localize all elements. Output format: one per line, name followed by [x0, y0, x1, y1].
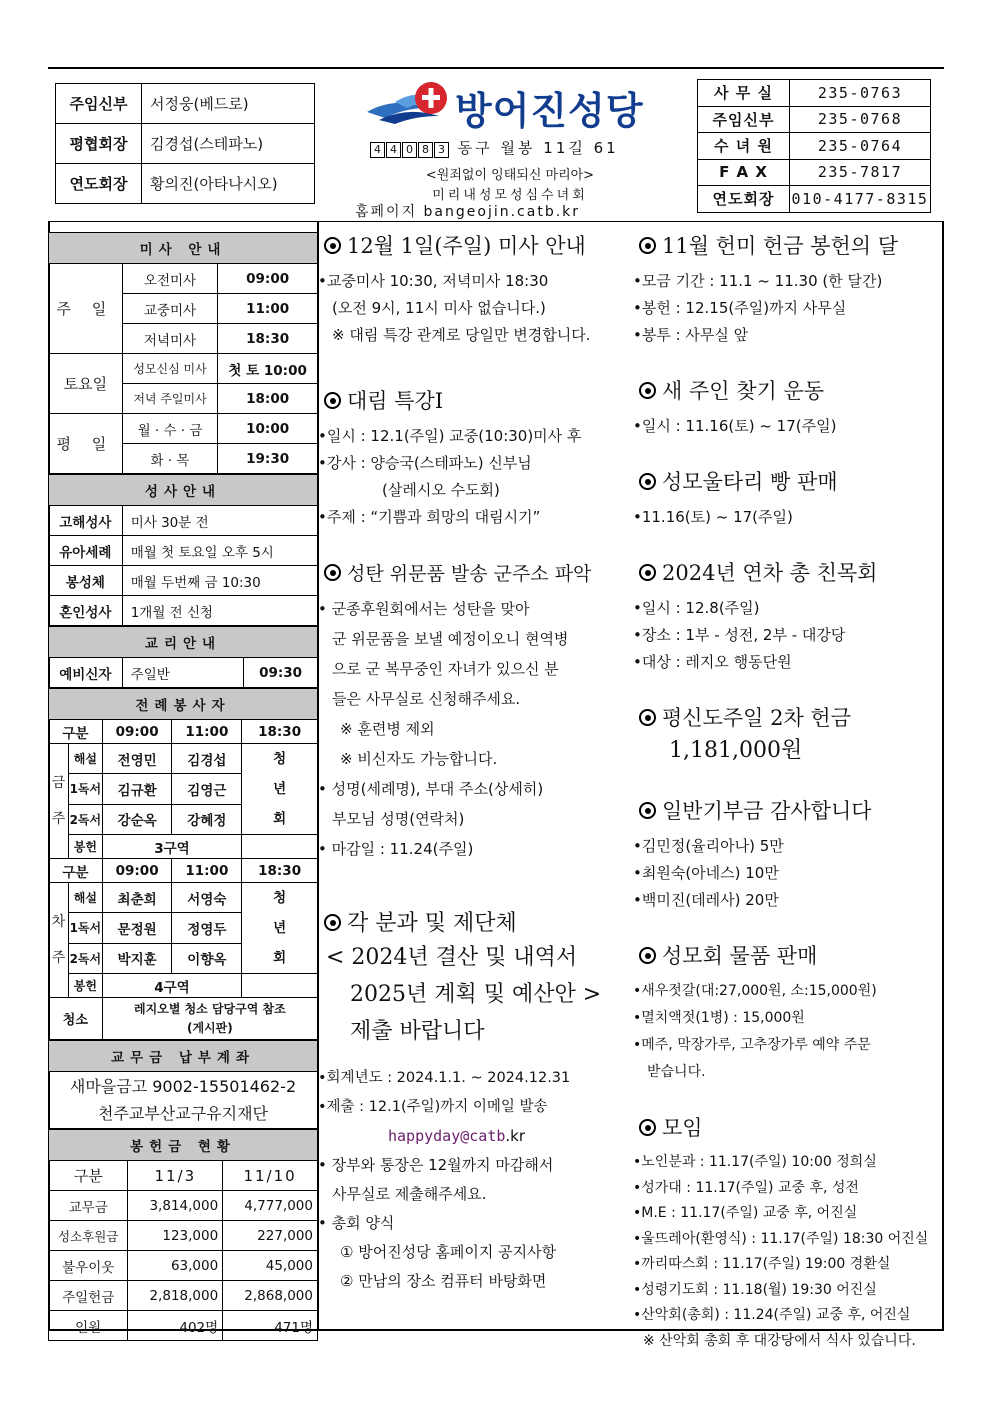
email-tld: .kr — [505, 1127, 526, 1145]
bullet-circle-icon — [639, 947, 656, 964]
heading-text: 평신도주일 2차 헌금 — [662, 706, 851, 730]
youth-group — [242, 744, 318, 835]
notice-line: • 마감일 : 11.24(주일) — [318, 840, 474, 858]
offering-value: 471명 — [223, 1311, 318, 1341]
person: 서영숙 — [172, 883, 242, 913]
heading-text: 성모울타리 빵 판매 — [662, 470, 838, 494]
meeting-line: •M.E : 11.17(주일) 교중 후, 어진실 — [633, 1205, 858, 1221]
contact-label: 수 녀 원 — [698, 133, 790, 160]
offering-value: 2,818,000 — [128, 1281, 223, 1311]
laity-second-collection — [633, 702, 943, 769]
offering-header: 11/3 — [128, 1161, 223, 1191]
liturgy-table — [48, 688, 318, 1040]
offering-title: 봉헌금 현황 — [49, 1130, 318, 1161]
address — [370, 137, 650, 158]
col-header: 09:00 — [102, 859, 172, 883]
heading-text: 새 주인 찾기 운동 — [662, 379, 825, 403]
offering-zone: 4구역 — [102, 974, 242, 998]
notice-line: •김민정(율리아나) 5만 — [633, 837, 784, 855]
saturday-label: 토요일 — [49, 354, 123, 414]
role: 2독서 — [68, 943, 102, 973]
person: 정영두 — [172, 913, 242, 943]
mass-table — [48, 232, 318, 474]
zip-digit: 0 — [402, 142, 417, 158]
mass-notice — [318, 230, 628, 349]
youth-char: 청 — [273, 890, 287, 906]
mass-name: 교중미사 — [122, 294, 218, 324]
heading-text: 각 분과 및 제단체 — [347, 911, 517, 936]
week1-label — [49, 744, 69, 859]
section-heading — [318, 559, 628, 586]
sacrament-info: 매월 두번째 금 10:30 — [122, 566, 317, 596]
contact-value: 235-0763 — [790, 80, 931, 107]
offering-value: 3,814,000 — [128, 1191, 223, 1221]
budget-line: 2025년 계획 및 예산안 > — [350, 982, 602, 1007]
cleaning-line: 레지오별 청소 담당구역 참조 — [134, 1001, 286, 1016]
cleaning-info — [102, 998, 317, 1040]
bullet-circle-icon — [324, 564, 341, 581]
bullet-circle-icon — [324, 237, 341, 254]
notice-line: (오전 9시, 11시 미사 없습니다.) — [332, 299, 546, 317]
offering-value: 123,000 — [128, 1221, 223, 1251]
staff-label: 연도회장 — [56, 164, 142, 204]
bullet-circle-icon — [639, 709, 656, 726]
youth-group — [242, 883, 318, 974]
bullet-circle-icon — [324, 392, 341, 409]
heading-text: 2024년 연차 총 친목회 — [662, 561, 878, 585]
notice-line: •봉투 : 사무실 앞 — [633, 326, 749, 344]
notice-line: 들은 사무실로 신청해주세요. — [332, 690, 521, 708]
contact-value: 235-0768 — [790, 106, 931, 133]
offering-name: 교무금 — [49, 1191, 128, 1221]
mass-time: 09:00 — [218, 264, 318, 294]
doctrine-name: 예비신자 — [49, 658, 123, 688]
mass-time: 11:00 — [218, 294, 318, 324]
congregation: 미리내성모성심수녀회 — [432, 188, 588, 203]
mass-name: 화 · 목 — [122, 444, 218, 474]
mass-time: 10:00 — [218, 414, 318, 444]
person: 박지훈 — [102, 943, 172, 973]
notice-line: •최원숙(아네스) 10만 — [633, 864, 779, 882]
notice-line: •백미진(데레사) 20만 — [633, 891, 779, 909]
notice-line: • 군종후원회에서는 성탄을 맞아 — [318, 600, 530, 618]
heading-text: 일반기부금 감사합니다 — [662, 799, 872, 823]
offering-table — [48, 1129, 318, 1341]
notice-line: 사무실로 제출해주세요. — [332, 1185, 487, 1203]
empty-cell — [242, 835, 318, 859]
notice-line: 부모님 성명(연락처) — [332, 810, 465, 828]
notice-line: •메주, 막장가루, 고추장가루 예약 주문 — [633, 1037, 871, 1053]
role: 봉헌 — [68, 974, 102, 998]
section-heading — [633, 1112, 943, 1142]
col-header: 구분 — [49, 720, 103, 744]
role: 1독서 — [68, 913, 102, 943]
offering-value: 402명 — [128, 1311, 223, 1341]
offering-value: 4,777,000 — [223, 1191, 318, 1221]
email-line — [318, 1122, 628, 1151]
notice-line: •새우젓갈(대:27,000원, 소:15,000원) — [633, 983, 877, 999]
column-divider — [317, 221, 319, 1331]
week2-label-char: 주 — [51, 950, 66, 966]
section-heading — [633, 230, 943, 260]
account-table — [48, 1040, 318, 1129]
contact-label: 사 무 실 — [698, 80, 790, 107]
person: 김영근 — [172, 774, 242, 804]
meeting-line: •성령기도회 : 11.18(월) 19:30 어진실 — [633, 1281, 877, 1298]
meeting-line: •까리따스회 : 11.17(주일) 19:00 경환실 — [633, 1256, 891, 1272]
role: 해설 — [68, 883, 102, 913]
account-info — [49, 1072, 318, 1129]
offering-name: 인원 — [49, 1311, 128, 1341]
bullet-circle-icon — [639, 564, 656, 581]
zip-digit: 4 — [386, 142, 401, 158]
notice-line: 받습니다. — [647, 1064, 706, 1080]
liturgy-title: 전례봉사자 — [49, 689, 318, 720]
person: 최춘희 — [102, 883, 172, 913]
notice-line: •강사 : 양승국(스테파노) 신부님 — [318, 454, 532, 472]
notice-line: ※ 비신자도 가능합니다. — [340, 750, 498, 768]
meetings — [633, 1112, 943, 1354]
offering-name: 성소후원금 — [49, 1221, 128, 1251]
offering-name: 주일헌금 — [49, 1281, 128, 1311]
mass-name: 월 · 수 · 금 — [122, 414, 218, 444]
mass-time: 첫 토 10:00 — [218, 354, 318, 384]
contact-value: 010-4177-8315 — [790, 186, 931, 213]
email-link[interactable]: happyday@catb — [388, 1127, 506, 1145]
budget-line: < 2024년 결산 및 내역서 — [326, 945, 578, 970]
offering-header: 구분 — [49, 1161, 128, 1191]
role: 2독서 — [68, 804, 102, 834]
bullet-circle-icon — [639, 802, 656, 819]
heading-text: 모임 — [662, 1116, 703, 1140]
contact-value: 235-0764 — [790, 133, 931, 160]
rice-offering — [633, 230, 943, 349]
section-heading — [633, 940, 943, 970]
col-header: 구분 — [49, 859, 103, 883]
mothers-goods-sale — [633, 940, 943, 1086]
notice-line: • 총회 양식 — [318, 1214, 395, 1232]
sunday-label: 주 일 — [49, 264, 123, 354]
contact-label: F A X — [698, 159, 790, 186]
meeting-line: •성가대 : 11.17(주일) 교중 후, 성전 — [633, 1179, 859, 1196]
account-title: 교무금 납부계좌 — [49, 1041, 318, 1072]
notice-line: •장소 : 1부 - 성전, 2부 - 대강당 — [633, 626, 846, 644]
sacrament-name: 봉성체 — [49, 566, 123, 596]
motto: <원죄없이 잉태되신 마리아> — [425, 168, 595, 183]
mass-time: 18:30 — [218, 324, 318, 354]
week2-label-char: 차 — [51, 914, 66, 930]
mass-time: 18:00 — [218, 384, 318, 414]
staff-label: 주임신부 — [56, 84, 142, 124]
notice-line: ② 만남의 장소 컴퓨터 바탕화면 — [340, 1272, 547, 1290]
notice-line: •대상 : 레지오 행동단원 — [633, 653, 792, 671]
notice-line: •11.16(토) ~ 17(주일) — [633, 508, 793, 526]
advent-lecture — [318, 385, 628, 531]
mass-name: 저녁미사 — [122, 324, 218, 354]
right-column — [633, 230, 943, 1380]
homepage-link[interactable]: 홈페이지 bangeojin.catb.kr — [355, 204, 581, 220]
col-header: 11:00 — [172, 720, 242, 744]
role: 1독서 — [68, 774, 102, 804]
notice-line: 군 위문품을 보낼 예정이오니 현역병 — [332, 630, 569, 648]
person: 강순옥 — [102, 804, 172, 834]
heading-text: 대림 특강Ⅰ — [347, 389, 444, 413]
bullet-circle-icon — [324, 914, 341, 931]
heading-text: 성모회 물품 판매 — [662, 944, 818, 968]
sacrament-table — [48, 474, 318, 626]
section-heading — [633, 795, 943, 825]
mass-name: 성모신심 미사 — [122, 354, 218, 384]
week1-label-char: 금 — [51, 775, 66, 791]
donation-thanks — [633, 795, 943, 914]
address-text: 동구 월봉 11길 61 — [457, 139, 619, 157]
annual-gathering — [633, 557, 943, 676]
staff-value: 황의진(아타나시오) — [142, 164, 315, 204]
col-header: 18:30 — [242, 720, 318, 744]
heading-text: 12월 1일(주일) 미사 안내 — [347, 234, 586, 258]
zip-digit: 8 — [418, 142, 433, 158]
budget-line: 제출 바랍니다 — [350, 1019, 485, 1044]
budget-submission — [318, 906, 628, 1296]
person: 김경섭 — [172, 744, 242, 774]
sacrament-title: 성사안내 — [49, 475, 318, 506]
week1-label-char: 주 — [51, 811, 66, 827]
notice-line: •멸치액젓(1병) : 15,000원 — [633, 1010, 805, 1026]
section-heading — [633, 466, 943, 496]
offering-value: 45,000 — [223, 1251, 318, 1281]
contact-label: 연도회장 — [698, 186, 790, 213]
bread-sale — [633, 466, 943, 531]
section-heading — [318, 906, 628, 937]
section-heading — [633, 557, 943, 587]
sacrament-name: 고해성사 — [49, 506, 123, 536]
offering-zone: 3구역 — [102, 835, 242, 859]
zip-digit: 3 — [434, 142, 449, 158]
youth-char: 청 — [273, 751, 287, 767]
left-column — [48, 232, 318, 1341]
meeting-line: •울뜨레아(환영식) : 11.17(주일) 18:30 어진실 — [633, 1230, 929, 1247]
contact-label: 주임신부 — [698, 106, 790, 133]
notice-line: ① 방어진성당 홈페이지 공지사항 — [340, 1243, 557, 1261]
notice-line: •회계년도 : 2024.1.1. ~ 2024.12.31 — [318, 1070, 571, 1086]
notice-line: •주제 : “기쁨과 희망의 대림시기” — [318, 508, 541, 526]
new-owner-campaign — [633, 375, 943, 440]
person: 전영민 — [102, 744, 172, 774]
meeting-line: •노인분과 : 11.17(주일) 10:00 정희실 — [633, 1154, 877, 1170]
person: 문정원 — [102, 913, 172, 943]
notice-line: • 성명(세례명), 부대 주소(상세히) — [318, 780, 544, 798]
church-name: 방어진성당 — [455, 89, 644, 133]
youth-char: 년 — [273, 920, 287, 936]
offering-value: 227,000 — [223, 1221, 318, 1251]
youth-char: 년 — [273, 781, 287, 797]
notice-line: •일시 : 12.1(주일) 교중(10:30)미사 후 — [318, 427, 582, 445]
section-heading — [633, 702, 943, 732]
notice-line: •일시 : 11.16(토) ~ 17(주일) — [633, 417, 837, 435]
account-line: 천주교부산교구유지재단 — [97, 1104, 269, 1123]
person: 강혜정 — [172, 804, 242, 834]
mass-time: 19:30 — [218, 444, 318, 474]
section-heading — [633, 375, 943, 405]
bullet-circle-icon — [639, 1119, 656, 1136]
notice-line: •일시 : 12.8(주일) — [633, 599, 760, 617]
staff-table — [55, 83, 315, 204]
notice-line: 으로 군 복무중인 자녀가 있으신 분 — [332, 660, 559, 678]
notice-line: (살레시오 수도회) — [382, 481, 500, 499]
notice-line: •봉헌 : 12.15(주일)까지 사무실 — [633, 299, 847, 317]
mass-name: 오전미사 — [122, 264, 218, 294]
contact-value: 235-7817 — [790, 159, 931, 186]
account-line: 새마을금고 9002-15501462-2 — [69, 1077, 297, 1096]
mass-name: 저녁 주일미사 — [122, 384, 218, 414]
doctrine-title: 교리안내 — [49, 627, 318, 658]
bullet-circle-icon — [639, 473, 656, 490]
week2-label — [49, 883, 69, 998]
staff-value: 김경섭(스테파노) — [142, 124, 315, 164]
sacrament-info: 매월 첫 토요일 오후 5시 — [122, 536, 317, 566]
offering-name: 불우이웃 — [49, 1251, 128, 1281]
col-header: 09:00 — [102, 720, 172, 744]
cleaning-label: 청소 — [49, 998, 103, 1040]
top-rule — [48, 67, 944, 69]
collection-amount: 1,181,000원 — [669, 738, 803, 763]
weekday-label: 평 일 — [49, 414, 123, 474]
role: 해설 — [68, 744, 102, 774]
sacrament-name: 유아세례 — [49, 536, 123, 566]
offering-header: 11/10 — [223, 1161, 318, 1191]
meeting-line: ※ 산악회 총회 후 대강당에서 식사 있습니다. — [643, 1332, 916, 1349]
offering-value: 2,868,000 — [223, 1281, 318, 1311]
notice-line: •교중미사 10:30, 저녁미사 18:30 — [318, 272, 549, 290]
col-header: 11:00 — [172, 859, 242, 883]
staff-value: 서정웅(베드로) — [142, 84, 315, 124]
sacrament-name: 혼인성사 — [49, 596, 123, 626]
doctrine-class: 주일반 — [122, 658, 243, 688]
person: 이향옥 — [172, 943, 242, 973]
empty-cell — [242, 974, 318, 998]
section-heading — [318, 230, 628, 260]
zip-digit: 4 — [370, 142, 385, 158]
notice-line: •모금 기간 : 11.1 ~ 11.30 (한 달간) — [633, 272, 883, 290]
role: 봉헌 — [68, 835, 102, 859]
mass-title: 미사 안내 — [49, 233, 318, 264]
notice-line: • 장부와 통장은 12월까지 마감해서 — [318, 1156, 554, 1174]
bullet-circle-icon — [639, 382, 656, 399]
col-header: 18:30 — [242, 859, 318, 883]
heading-text: 11월 헌미 헌금 봉헌의 달 — [662, 234, 898, 258]
cleaning-line: (게시판) — [186, 1020, 233, 1035]
sacrament-info: 1개월 전 신청 — [122, 596, 317, 626]
heading-text: 성탄 위문품 발송 군주소 파악 — [347, 563, 592, 585]
section-heading — [318, 385, 628, 415]
christmas-military-gift — [318, 559, 628, 864]
bullet-circle-icon — [639, 237, 656, 254]
doctrine-time: 09:30 — [244, 658, 318, 688]
offering-value: 63,000 — [128, 1251, 223, 1281]
staff-label: 평협회장 — [56, 124, 142, 164]
notice-line: •제출 : 12.1(주일)까지 이메일 발송 — [318, 1099, 548, 1115]
youth-char: 회 — [273, 811, 287, 827]
middle-column — [318, 230, 628, 1322]
youth-char: 회 — [273, 950, 287, 966]
contact-table — [697, 79, 931, 213]
notice-line: ※ 훈련병 제외 — [340, 720, 435, 738]
meeting-line: •산악회(총회) : 11.24(주일) 교중 후, 어진실 — [633, 1307, 911, 1323]
sacrament-info: 미사 30분 전 — [122, 506, 317, 536]
notice-line: ※ 대림 특강 관계로 당일만 변경합니다. — [332, 326, 591, 344]
doctrine-table — [48, 626, 318, 688]
person: 김규환 — [102, 774, 172, 804]
